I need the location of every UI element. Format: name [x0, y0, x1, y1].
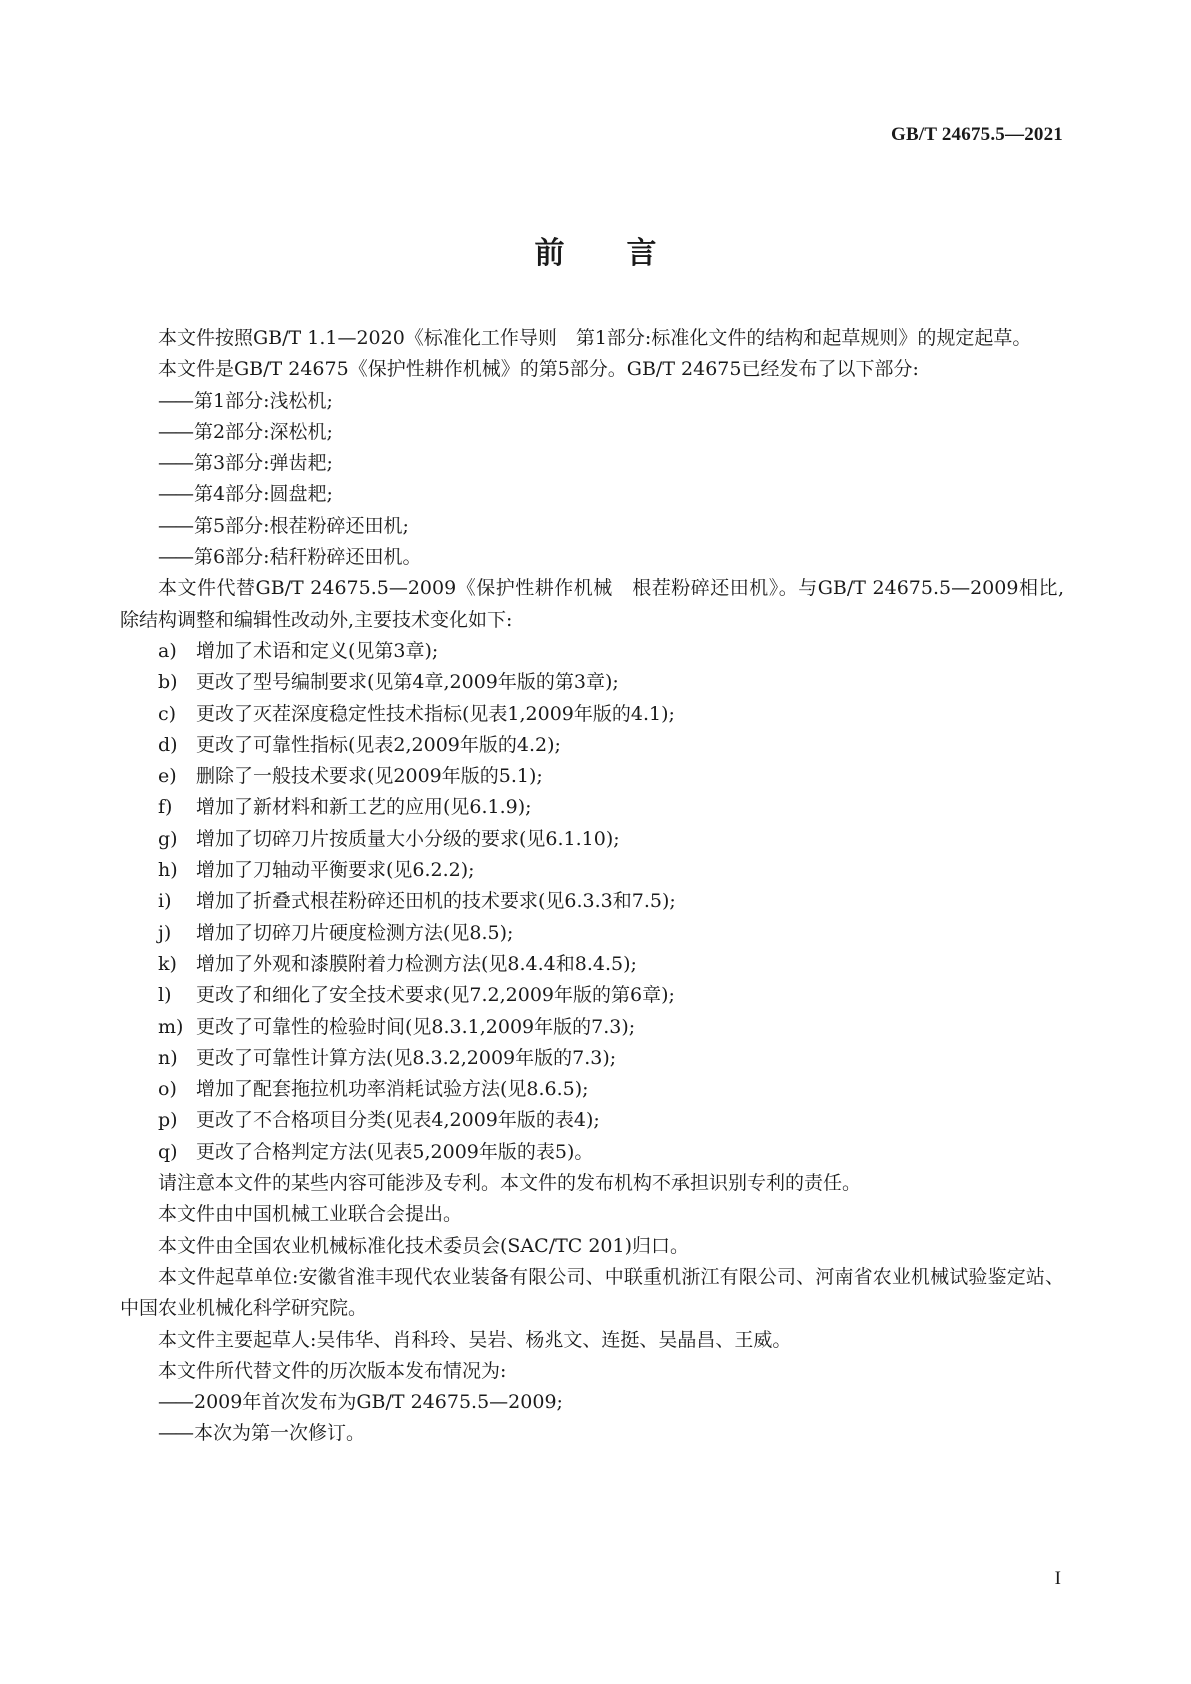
change-list-item	[120, 1012, 1064, 1043]
paragraph-replaces: 本文件代替GB/T 24675.5—2009《保护性耕作机械 根茬粉碎还田机》。与GB/T 24675.5—2009相比,除结构调整和编辑性改动外,主要技术变化如下:	[120, 577, 1064, 631]
change-mark: n)	[158, 1046, 178, 1069]
change-mark: k)	[158, 952, 177, 975]
change-text: 更改了可靠性计算方法(见8.3.2,2009年版的7.3);	[196, 1046, 617, 1069]
parts-list-item: —— 第5部分:根茬粉碎还田机;	[120, 511, 1064, 542]
change-list-item	[120, 1137, 1064, 1168]
paragraph-drafters: 本文件主要起草人:吴伟华、肖科玲、吴岩、杨兆文、连挺、吴晶昌、王威。	[158, 1328, 792, 1351]
change-list-item	[120, 761, 1064, 792]
paragraph-history-intro: 本文件所代替文件的历次版本发布情况为:	[158, 1359, 507, 1382]
change-list-item	[120, 855, 1064, 886]
parts-list-item: —— 第2部分:深松机;	[120, 417, 1064, 448]
change-mark: g)	[158, 827, 178, 850]
change-mark: q)	[158, 1140, 178, 1163]
change-mark: p)	[158, 1109, 178, 1132]
change-mark: m)	[158, 1015, 184, 1038]
change-mark: i)	[158, 890, 172, 913]
change-list-item	[120, 918, 1064, 949]
parts-list-item: —— 第6部分:秸秆粉碎还田机。	[120, 542, 1064, 573]
paragraph-committee: 本文件由全国农业机械标准化技术委员会(SAC/TC 201)归口。	[158, 1234, 690, 1257]
parts-list-item: —— 第1部分:浅松机;	[120, 386, 1064, 417]
change-text: 增加了配套拖拉机功率消耗试验方法(见8.6.5);	[196, 1078, 589, 1101]
change-text: 更改了型号编制要求(见第4章,2009年版的第3章);	[196, 671, 619, 694]
paragraph-parts-intro: 本文件是GB/T 24675《保护性耕作机械》的第5部分。GB/T 24675已经发布了以下部分:	[158, 358, 919, 381]
change-text: 更改了可靠性的检验时间(见8.3.1,2009年版的7.3);	[196, 1015, 636, 1038]
change-mark: h)	[158, 859, 178, 882]
change-mark: o)	[158, 1078, 177, 1101]
change-mark: l)	[158, 984, 172, 1007]
change-text: 更改了合格判定方法(见表5,2009年版的表5)。	[196, 1140, 594, 1163]
foreword-body	[120, 323, 1064, 1450]
change-mark: a)	[158, 639, 177, 662]
change-list-item	[120, 980, 1064, 1011]
change-list-item	[120, 949, 1064, 980]
change-list-item	[120, 667, 1064, 698]
history-list-item: —— 2009年首次发布为GB/T 24675.5—2009;	[120, 1387, 1064, 1418]
change-text: 更改了不合格项目分类(见表4,2009年版的表4);	[196, 1109, 600, 1132]
change-mark: d)	[158, 733, 178, 756]
change-mark: j)	[158, 921, 172, 944]
change-list-item	[120, 1043, 1064, 1074]
change-text: 增加了新材料和新工艺的应用(见6.1.9);	[196, 796, 532, 819]
title-char-1: 前	[534, 236, 565, 271]
page-number: I	[1054, 1568, 1061, 1589]
change-list-item	[120, 824, 1064, 855]
change-text: 删除了一般技术要求(见2009年版的5.1);	[196, 765, 543, 788]
paragraph-patent-notice: 请注意本文件的某些内容可能涉及专利。本文件的发布机构不承担识别专利的责任。	[158, 1172, 862, 1195]
change-list-item	[120, 792, 1064, 823]
change-list-item	[120, 886, 1064, 917]
change-list-item	[120, 699, 1064, 730]
paragraph-drafting-basis: 本文件按照GB/T 1.1—2020《标准化工作导则 第1部分:标准化文件的结构和起草规则》的规定起草。	[158, 327, 1032, 349]
title-char-2: 言	[626, 236, 657, 271]
change-mark: e)	[158, 765, 177, 788]
change-text: 更改了灭茬深度稳定性技术指标(见表1,2009年版的4.1);	[196, 702, 675, 725]
change-text: 增加了外观和漆膜附着力检测方法(见8.4.4和8.4.5);	[196, 952, 637, 975]
change-text: 更改了和细化了安全技术要求(见7.2,2009年版的第6章);	[196, 984, 675, 1007]
change-text: 增加了术语和定义(见第3章);	[196, 639, 439, 662]
page-title	[0, 228, 1191, 272]
change-list-item	[120, 636, 1064, 667]
parts-list-item: —— 第3部分:弹齿耙;	[120, 448, 1064, 479]
standard-code: GB/T 24675.5—2021	[891, 124, 1063, 145]
history-list-item: —— 本次为第一次修订。	[120, 1418, 1064, 1449]
change-text: 增加了切碎刀片硬度检测方法(见8.5);	[196, 921, 514, 944]
change-text: 增加了折叠式根茬粉碎还田机的技术要求(见6.3.3和7.5);	[196, 890, 676, 913]
change-text: 更改了可靠性指标(见表2,2009年版的4.2);	[196, 733, 561, 756]
change-list-item	[120, 730, 1064, 761]
change-text: 增加了刀轴动平衡要求(见6.2.2);	[196, 859, 475, 882]
parts-list-item: —— 第4部分:圆盘耙;	[120, 479, 1064, 510]
change-list-item	[120, 1074, 1064, 1105]
paragraph-drafting-units: 本文件起草单位:安徽省淮丰现代农业装备有限公司、中联重机浙江有限公司、河南省农业机械试验鉴定站、中国农业机械化科学研究院。	[120, 1265, 1064, 1320]
paragraph-proposer: 本文件由中国机械工业联合会提出。	[158, 1203, 463, 1226]
change-list-item	[120, 1105, 1064, 1136]
change-text: 增加了切碎刀片按质量大小分级的要求(见6.1.10);	[196, 827, 620, 850]
change-mark: c)	[158, 702, 177, 725]
change-mark: b)	[158, 671, 178, 694]
change-mark: f)	[158, 796, 173, 819]
